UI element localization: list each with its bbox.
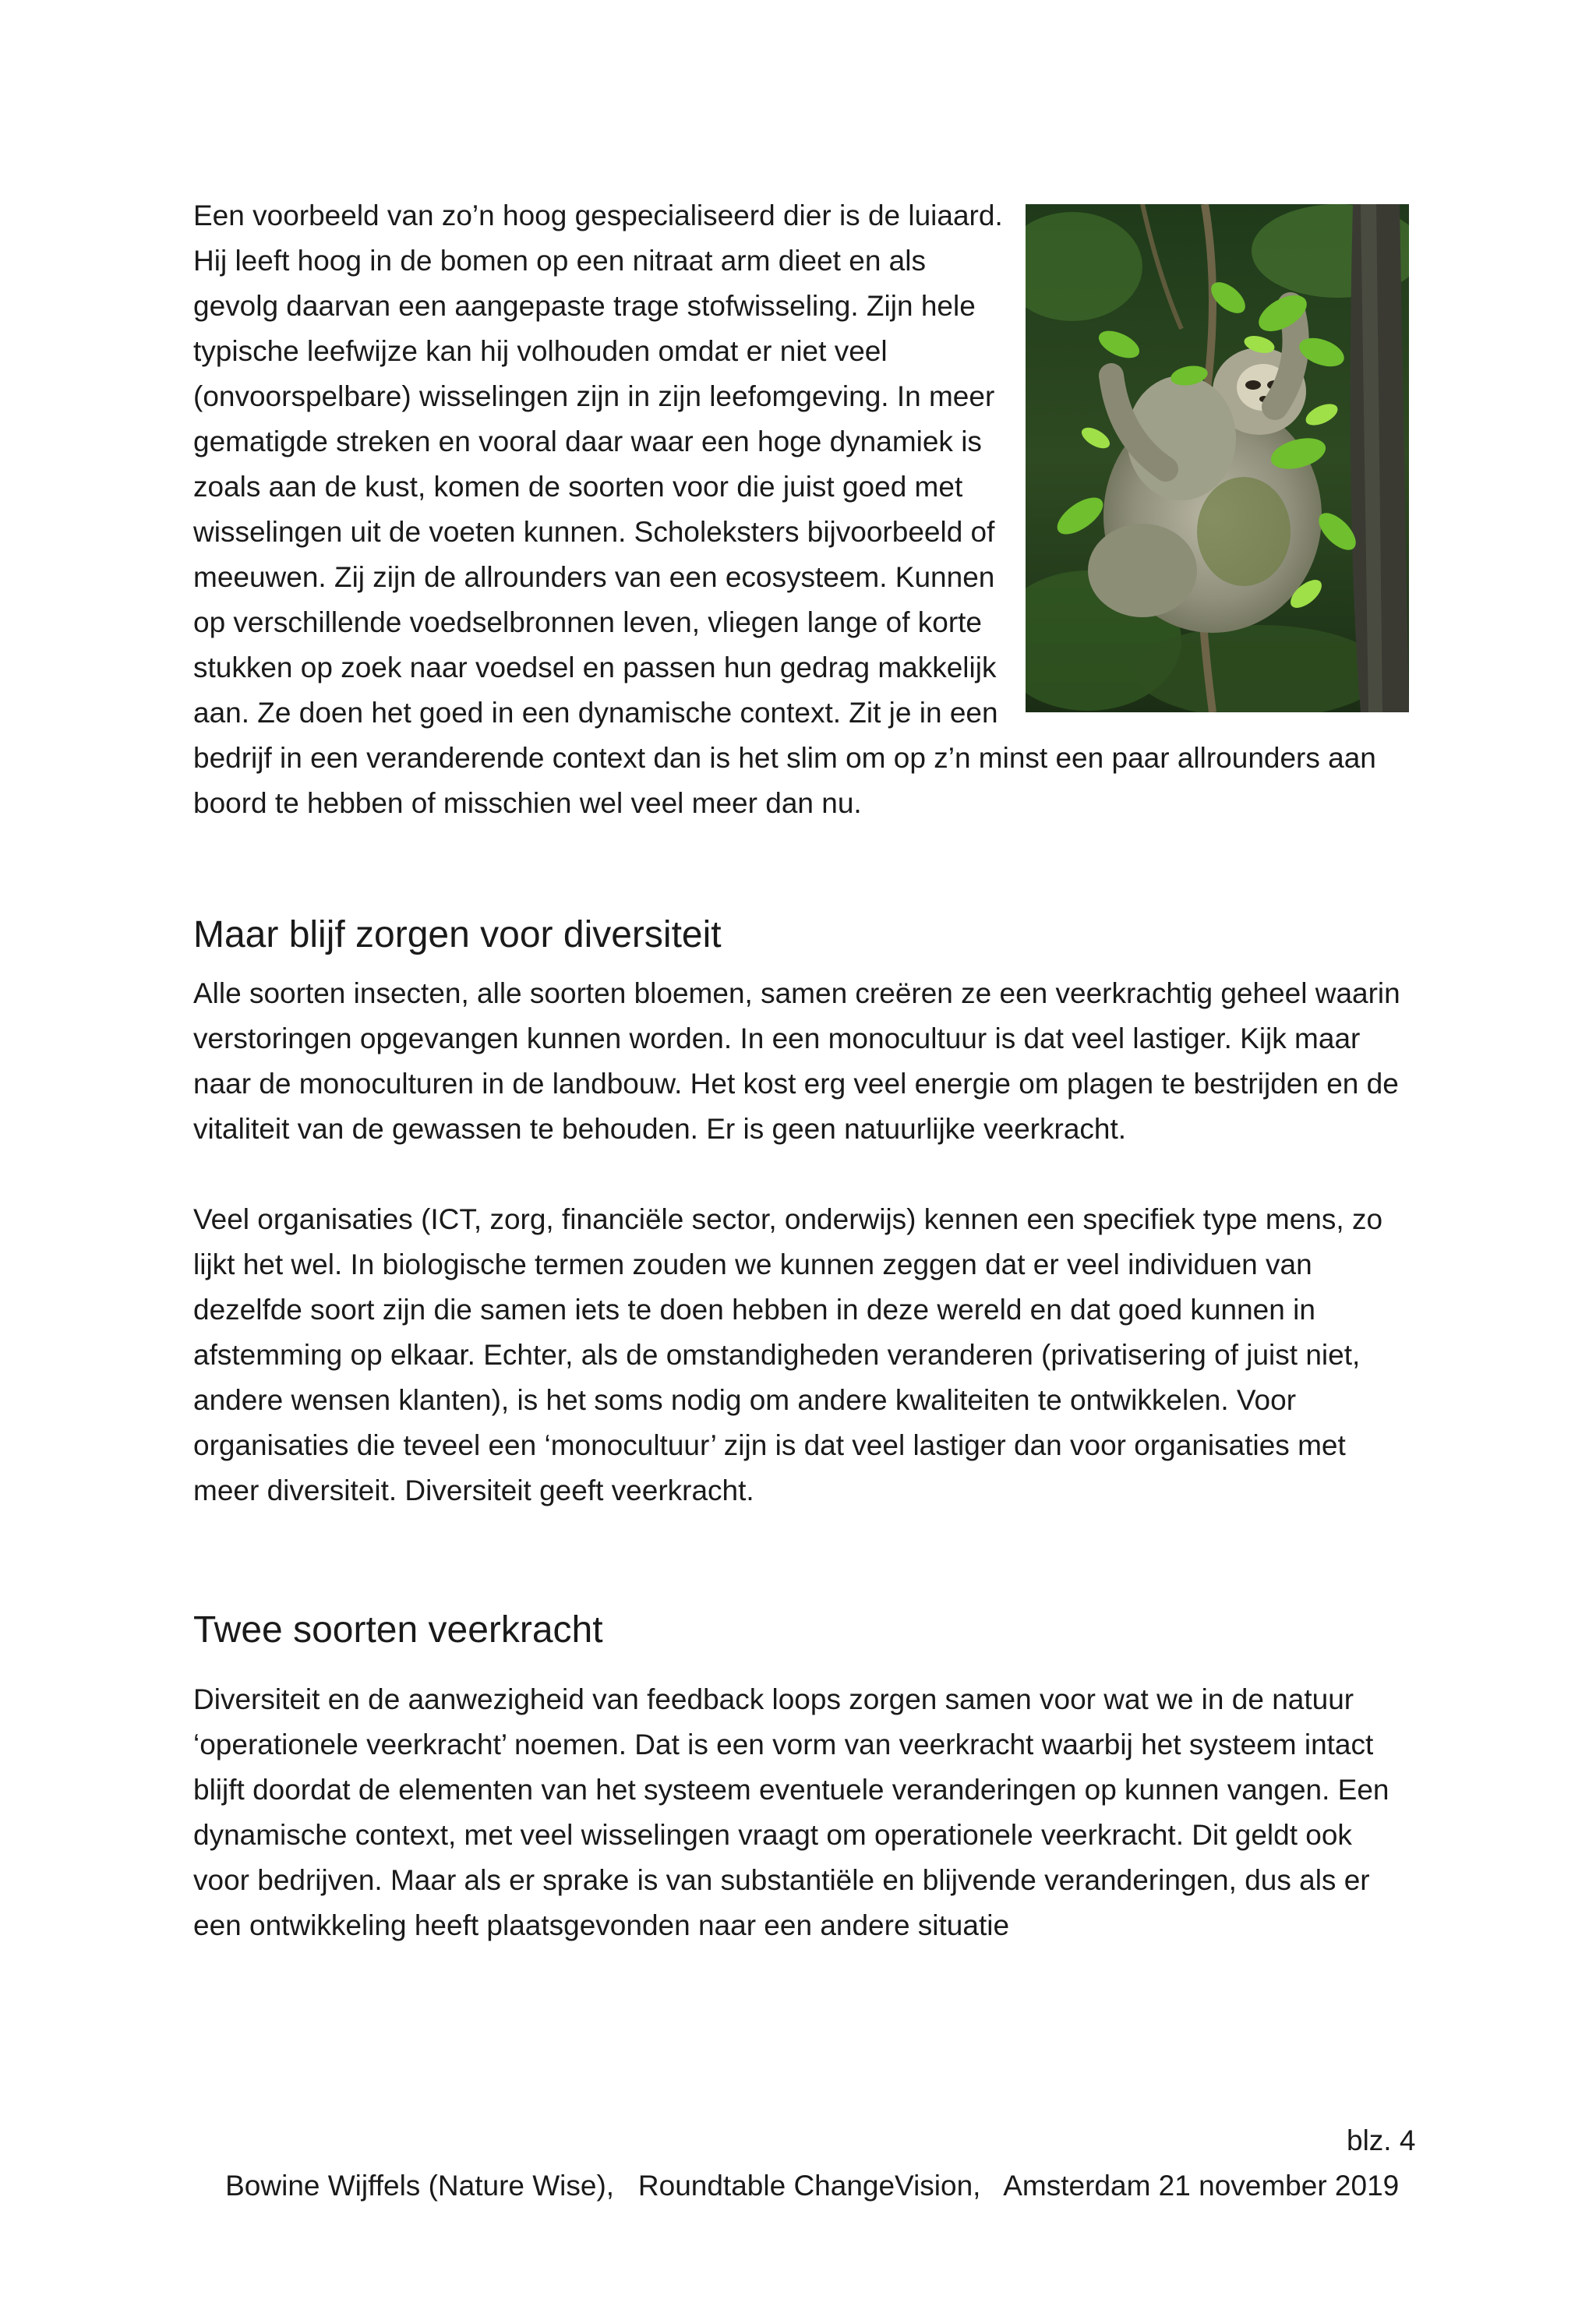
heading-resilience: Twee soorten veerkracht	[193, 1609, 603, 1651]
heading-diversity: Maar blijf zorgen voor diversiteit	[193, 914, 722, 955]
page-footer	[193, 2118, 1416, 2299]
diversity-paragraph-2: Veel organisaties (ICT, zorg, financiële sector, onderwijs) kennen een specifiek type mens, zo lijkt het wel. In biologische termen zouden we kunnen zeggen dat er veel individuen van dezelfde soort zijn die samen iets te doen hebben in deze wereld en dat goed kunnen in afstemming op elkaar. Echter, als de omstandigheden veranderen (privatisering of juist niet, andere wensen klanten), is het soms nodig om andere kwaliteiten te ontwikkelen. Voor organisaties die teveel een ‘monocultuur’ zijn is dat veel lastiger dan voor organisaties met meer diversiteit. Diversiteit geeft veerkracht.	[193, 1203, 1383, 1506]
diversity-paragraph-1: Alle soorten insecten, alle soorten bloemen, samen creëren ze een veerkrachtig geheel waarin verstoringen opgevangen kunnen worden. In een monocultuur is dat veel lastiger. Kijk maar naar de monoculturen in de landbouw. Het kost erg veel energie om plagen te bestrijden en de vitaliteit van de gewassen te behouden. Er is geen natuurlijke veerkracht.	[193, 977, 1400, 1145]
sloth-photo	[1026, 204, 1409, 712]
intro-paragraph: Een voorbeeld van zo’n hoog gespecialiseerd dier is de luiaard. Hij leeft hoog in de bomen op een nitraat arm dieet en als gevolg daarvan een aangepaste trage stofwisseling. Zijn hele typische leefwijze kan hij volhouden omdat er niet veel (onvoorspelbare) wisselingen zijn in zijn leefomgeving. In meer gematigde streken en vooral daar waar een hoge dynamiek is zoals aan de kust, komen de soorten voor die juist goed met wisselingen uit de voeten kunnen. Scholeksters bijvoorbeeld of meeuwen. Zij zijn de allrounders van een ecosysteem. Kunnen op verschillende voedselbronnen leven, vliegen lange of korte stukken op zoek naar voedsel en passen hun gedrag makkelijk aan. Ze doen het goed in een dynamische context. Zit je in een bedrijf in een veranderende context dan is het slim om op z’n minst een paar allrounders aan boord te hebben of misschien wel veel meer dan nu.	[193, 200, 1376, 819]
page-number: blz. 4	[1347, 2124, 1416, 2156]
resilience-paragraph: Diversiteit en de aanwezigheid van feedback loops zorgen samen voor wat we in de natuur ‘operationele veerkracht’ noemen. Dat is een vorm van veerkracht waarbij het systeem intact blijft doordat de elementen van het systeem eventuele veranderingen op kunnen vangen. Een dynamische context, met veel wisselingen vraagt om operationele veerkracht. Dit geldt ook voor bedrijven. Maar als er sprake is van substantiële en blijvende veranderingen, dus als er een ontwikkeling heeft plaatsgevonden naar een andere situatie	[193, 1683, 1389, 1941]
footer-text: Bowine Wijffels (Nature Wise), Roundtable ChangeVision, Amsterdam 21 november 2019	[225, 2170, 1400, 2202]
page-content	[193, 193, 1409, 1948]
